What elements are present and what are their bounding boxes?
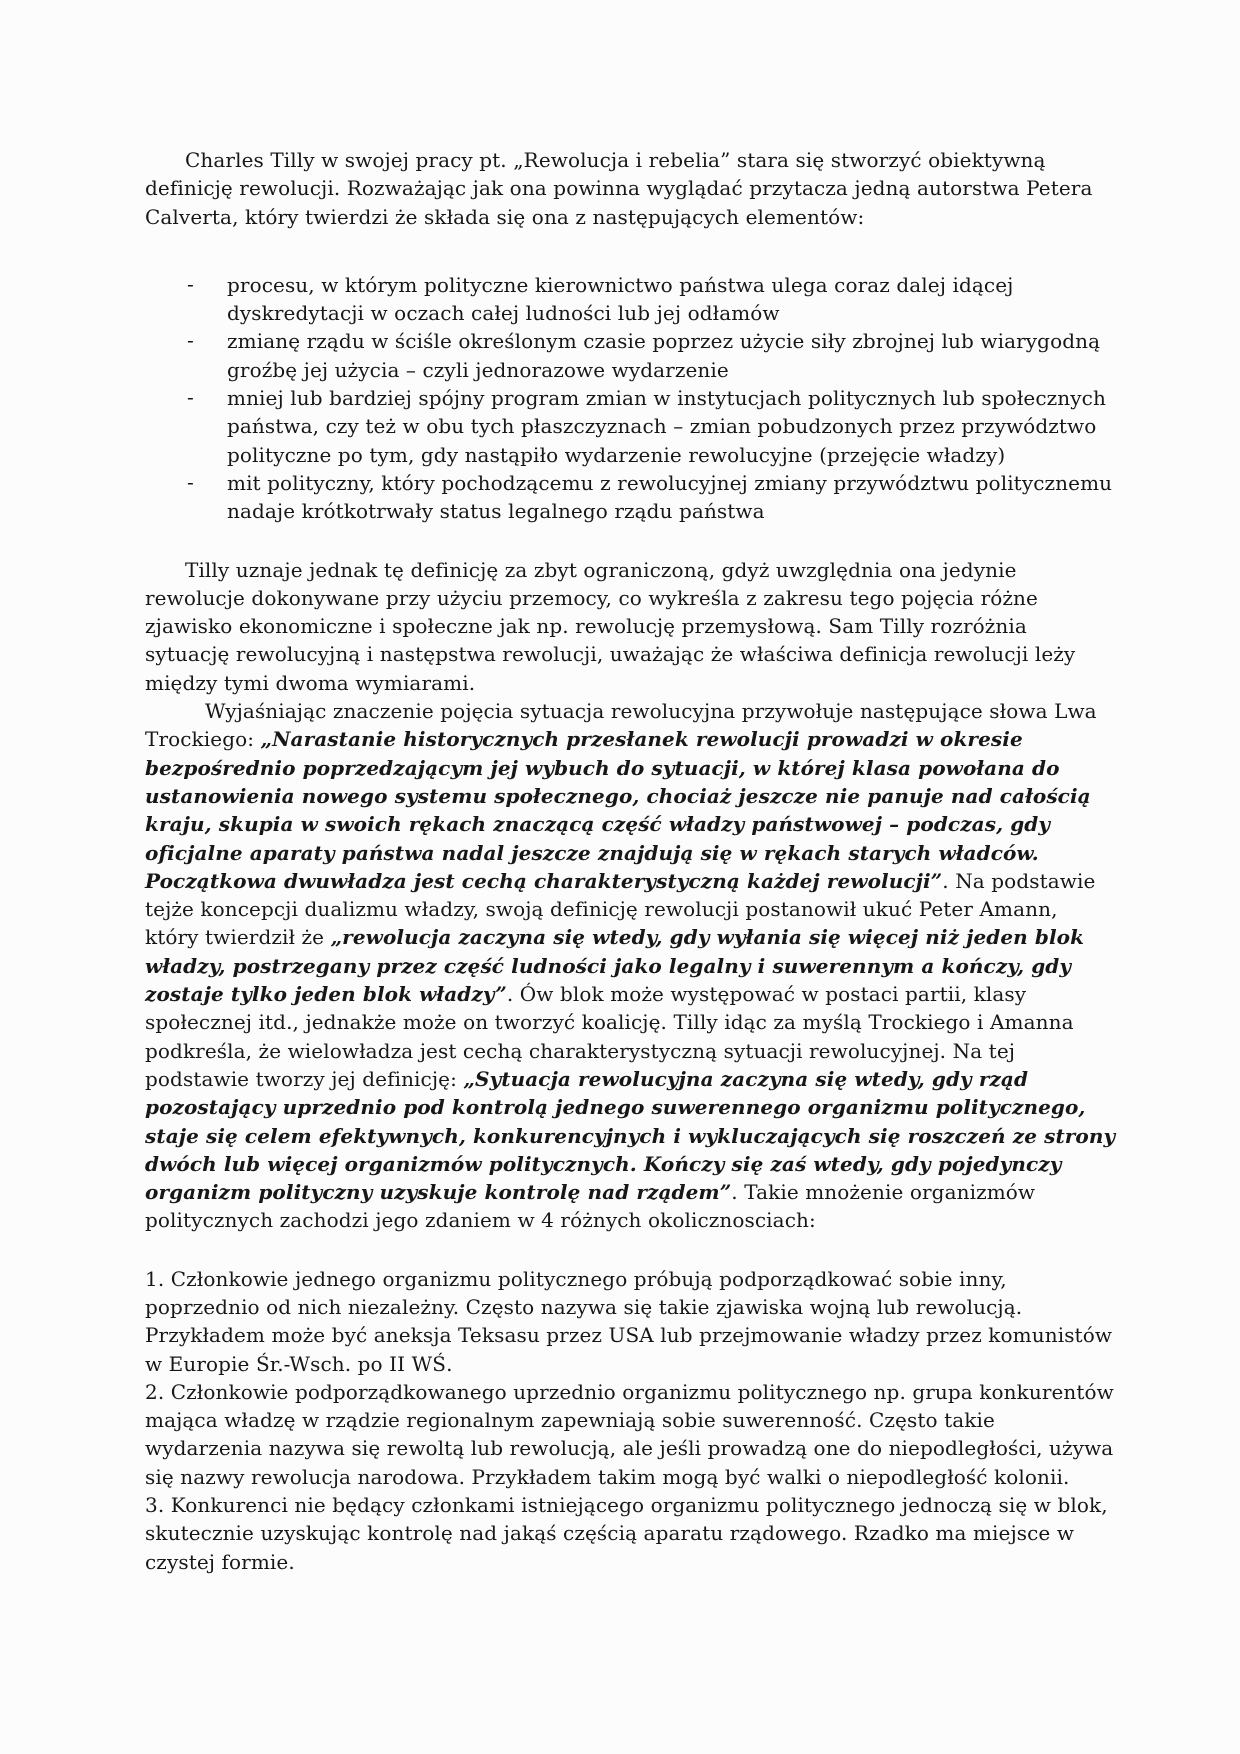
text-run: . Na podstawie tejże koncepcji dualizmu władzy, swoją definicję rewolucji postanowił ukuć Peter Amann, który twierdził że [145,868,1096,950]
bullet-item [145,271,1117,328]
text-run: 1. Członkowie jednego organizmu politycznego próbują podporządkować sobie inny, poprzednio od nich niezależny. Często nazywa się takie zjawiska wojną lub rewolucją. Przykładem może być aneksja Teksasu przez USA lub przejmowanie władzy przez komunistów w Europie Śr.-Wsch. po II WŚ. [145,1266,1113,1376]
text-run: Tilly uznaje jednak tę definicję za zbyt ograniczoną, gdyż uwzględnia ona jedynie rewolucje dokonywane przy użyciu przemocy, co wykreśla z zakresu tego pojęcia różne zjawisko ekonomiczne i społeczne jak np. rewolucję przemysłową. Sam Tilly rozróżnia sytuację rewolucyjną i następstwa rewolucji, uważając że właściwa definicja rewolucji leży między tymi dwoma wymiarami. [145,557,1076,695]
text-run: zmianę rządu w ściśle określonym czasie poprzez użycie siły zbrojnej lub wiarygodną groźbę jej użycia – czyli jednorazowe wydarzenie [227,329,1101,382]
bullet-item-text [227,386,1106,467]
circumstance-1-paragraph [145,1265,1117,1378]
document-content [145,146,1117,1576]
text-run: mit polityczny, który pochodzącemu z rewolucyjnej zmiany przywództwu politycznemu nadaje krótkotrwały status legalnego rządu państwa [227,470,1113,524]
bullet-item-text [227,329,1100,381]
text-run: mniej lub bardziej spójny program zmian w instytucjach politycznych lub społecznych państwa, czy też w obu tych płaszczyznach – zmian pobudzonych przez przywództwo polityczne po tym, gdy nastąpiło wydarzenie rewolucyjne (przejęcie władzy) [227,386,1106,467]
bullet-item [145,384,1117,469]
text-run: Wyjaśniając znaczenie pojęcia sytuacja rewolucyjna przywołuje następujące słowa Lwa Trockiego: [145,699,1097,752]
tilly-critique-paragraph [145,556,1117,697]
paragraph-gap [145,231,1117,271]
bullet-item-text [227,471,1112,523]
revolutionary-situation-paragraph [145,697,1117,1235]
text-run: . Ów blok może występować w postaci partii, klasy społecznej itd., jednakże może on tworzyć koalicję. Tilly idąc za myślą Trockiego i Amanna podkreśla, że wielowładza jest cechą charakterystyczną sytuacji rewolucyjnej. Na tej podstawie tworzy jej definicję: [145,982,1074,1091]
text-run: procesu, w którym polityczne kierownictwo państwa ulega coraz dalej idącej dyskredytacji w oczach całej ludności lub jej odłamów [227,272,1014,326]
dash-bullet-icon: - [187,328,194,353]
text-run: 2. Członkowie podporządkowanego uprzednio organizmu politycznego np. grupa konkurentów mająca władzę w rządzie regionalnym zapewniają sobie suwerenność. Często takie wydarzenia nazywa się rewoltą lub rewolucją, ale jeśli prowadzą one do niepodległości, używa się nazwy rewolucja narodowa. Przykładem takim mogą być walki o niepodległość kolonii. [145,1379,1114,1489]
dash-bullet-icon: - [187,469,194,494]
bullet-list [145,271,1117,526]
quoted-text: „Narastanie historycznych przesłanek rewolucji prowadzi w okresie bezpośrednio poprzedzającym jej wybuch do sytuacji, w której klasa powołana do ustanowienia nowego systemu społecznego, chociaż jeszcze nie panuje nad całością kraju, skupia w swoich rękach znaczącą część władzy państwowej – podczas, gdy oficjalne aparaty państwa nadal jeszcze znajdują się w rękach starych władców. Początkowa dwuwładza jest cechą charakterystyczną każdej rewolucji” [145,727,1091,893]
dash-bullet-icon: - [187,271,194,296]
bullet-item-text [227,273,1013,325]
circumstance-3-paragraph [145,1491,1117,1576]
dash-bullet-icon: - [187,385,194,410]
quoted-text: „Sytuacja rewolucyjna zaczyna się wtedy, gdy rząd pozostający uprzednio pod kontrolą jednego suwerennego organizmu politycznego, staje się celem efektywnych, konkurencyjnych i wykluczających się roszczeń ze strony dwóch lub więcej organizmów politycznych. Kończy się zaś wtedy, gdy pojedynczy organizm polityczny uzyskuje kontrolę nad rządem” [145,1066,1116,1205]
text-run: Charles Tilly w swojej pracy pt. „Rewolucja i rebelia” stara się stworzyć obiektywną definicję rewolucji. Rozważając jak ona powinna wyglądać przytacza jedną autorstwa Petera Calverta, który twierdzi że składa się ona z następujących elementów: [145,148,1093,229]
text-run: . Takie mnożenie organizmów politycznych zachodzi jego zdaniem w 4 różnych okolicznosciach: [145,1180,1036,1233]
bullet-item [145,469,1117,526]
quoted-text: „rewolucja zaczyna się wtedy, gdy wyłania się więcej niż jeden blok władzy, postrzegany przez część ludności jako legalny i suwerennym a kończy, gdy zostaje tylko jeden blok władzy” [145,925,1085,1007]
intro-paragraph [145,146,1117,231]
bullet-item [145,327,1117,384]
paragraph-gap [145,526,1117,556]
text-run: 3. Konkurenci nie będący członkami istniejącego organizmu politycznego jednoczą się w blok, skutecznie uzyskując kontrolę nad jakąś częścią aparatu rządowego. Rzadko ma miejsce w czystej formie. [145,1493,1108,1574]
paragraph-gap [145,1235,1117,1265]
circumstance-2-paragraph [145,1378,1117,1491]
